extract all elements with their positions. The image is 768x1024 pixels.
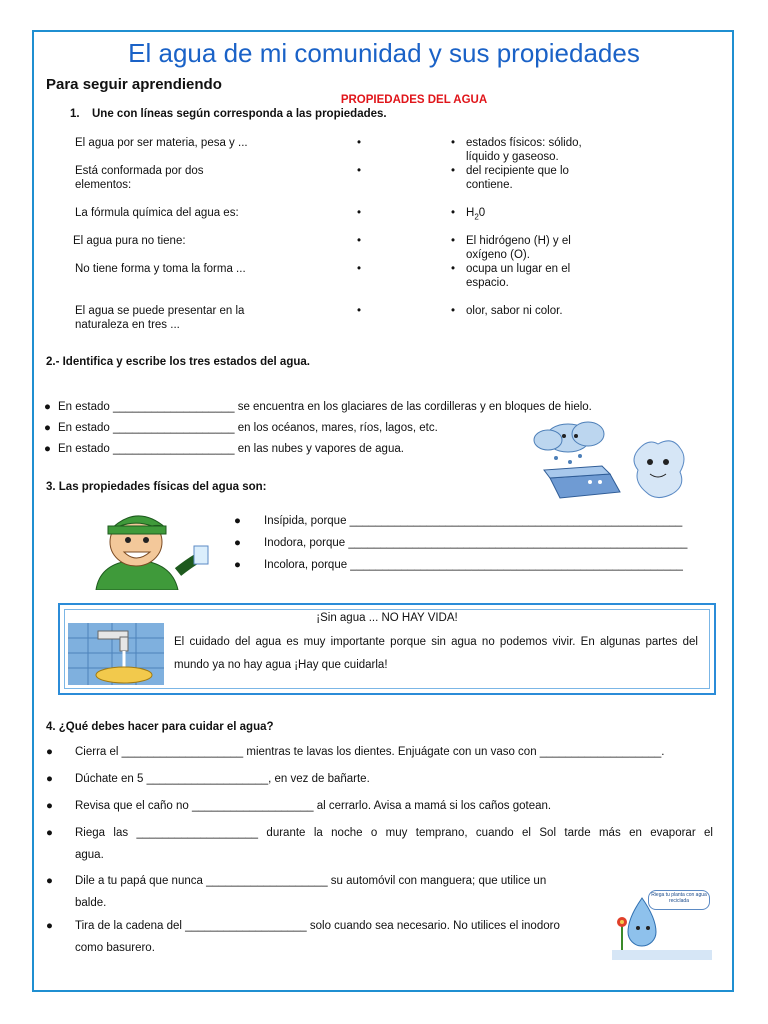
subtitle: Para seguir aprendiendo (46, 76, 222, 93)
cloud-icon (534, 422, 604, 452)
q1-right-5b: espacio. (466, 277, 509, 289)
glass-icon (194, 546, 208, 564)
bullet-icon: ● (234, 515, 241, 527)
q1-right-bullet: • (451, 235, 456, 247)
q1-right-bullet: • (451, 165, 456, 177)
water-character-icon (634, 441, 684, 498)
q1-right-4b: oxígeno (O). (466, 249, 530, 261)
speech-bubble: Riega tu planta con agua reciclada (648, 890, 710, 910)
rain-drops-icon (554, 454, 582, 464)
bullet-icon: ● (234, 559, 241, 571)
q3-item: ● Inodora, porque _____________________________________________________ (234, 537, 688, 549)
q1-mid-bullet: • (357, 165, 362, 177)
q1-right-1a: estados físicos: sólido, (466, 137, 582, 149)
q1-left-2b: elementos: (75, 179, 132, 191)
water-drop-icon (628, 898, 656, 946)
watering-illustration (612, 880, 712, 960)
q1-right-bullet: • (451, 263, 456, 275)
q1-left-2a: Está conformada por dos (75, 165, 204, 177)
page-title: El agua de mi comunidad y sus propiedades (128, 38, 640, 68)
q1-right-5a: ocupa un lugar en el (466, 263, 571, 275)
q1-right-bullet: • (451, 207, 456, 219)
bullet-icon: ● (46, 773, 53, 785)
bullet-icon: ● (46, 800, 53, 812)
bullet-icon: ● (46, 875, 53, 887)
q1-right-bullet: • (451, 305, 456, 317)
q1-left-6a: El agua se puede presentar en la (75, 305, 245, 317)
q1-left-3: La fórmula química del agua es: (75, 207, 239, 219)
q4-title: 4. ¿Qué debes hacer para cuidar el agua? (46, 721, 274, 733)
q2-item: ● En estado ___________________ en los océanos, mares, ríos, lagos, etc. (44, 422, 438, 434)
q1-right-formula: $H_20$ (466, 207, 486, 222)
q2-item: ● En estado ___________________ en las nubes y vapores de agua. (44, 443, 404, 455)
q4-item-cont: como basurero. (75, 942, 155, 954)
q1-mid-bullet: • (357, 207, 362, 219)
q1-left-6b: naturaleza en tres ... (75, 319, 180, 331)
water-states-illustration (520, 416, 700, 506)
bullet-icon: ● (44, 443, 51, 455)
q3-title: 3. Las propiedades físicas del agua son: (46, 481, 267, 493)
q1-right-2a: del recipiente que lo (466, 165, 569, 177)
q3-item: ● Insípida, porque ____________________________________________________ (234, 515, 683, 527)
info-box (58, 603, 716, 695)
faucet-illustration (68, 623, 164, 685)
section-heading: PROPIEDADES DEL AGUA (340, 94, 488, 106)
bowl-icon (96, 667, 152, 683)
q1-right-bullet: • (451, 137, 456, 149)
info-box-body: El cuidado del agua es muy importante porque sin agua no podemos vivir. En algunas partes del mundo ya no hay agua ¡Hay que cuidarla! (174, 636, 698, 671)
q1-left-4: El agua pura no tiene: (73, 235, 186, 247)
q1-mid-bullet: • (357, 235, 362, 247)
q1-mid-bullet: • (357, 263, 362, 275)
q1-mid-bullet: • (357, 137, 362, 149)
bullet-icon: ● (44, 422, 51, 434)
q1-mid-bullet: • (357, 305, 362, 317)
q1-instruction: 1. Une con líneas según corresponda a las propiedades. (70, 108, 387, 120)
bullet-icon: ● (46, 920, 53, 932)
ice-block-icon (544, 466, 620, 498)
flower-icon (617, 917, 627, 950)
q2-title: 2.- Identifica y escribe los tres estados del agua. (46, 356, 310, 368)
boy-with-glass-illustration (86, 502, 226, 590)
q1-right-4a: El hidrógeno (H) y el (466, 235, 571, 247)
q1-left-1: El agua por ser materia, pesa y ... (75, 137, 248, 149)
q3-item: ● Incolora, porque ____________________________________________________ (234, 559, 683, 571)
info-box-title: ¡Sin agua ... NO HAY VIDA! (316, 612, 458, 624)
q4-item-cont: agua. (75, 849, 104, 861)
q1-left-5: No tiene forma y toma la forma ... (75, 263, 246, 275)
q1-right-1b: líquido y gaseoso. (466, 151, 559, 163)
q2-item: ● En estado ___________________ se encuentra en los glaciares de las cordilleras y en bloques de hielo. (44, 401, 592, 413)
bullet-icon: ● (44, 401, 51, 413)
q1-right-6: olor, sabor ni color. (466, 305, 563, 317)
bullet-icon: ● (46, 827, 53, 839)
bullet-icon: ● (46, 746, 53, 758)
q1-right-2b: contiene. (466, 179, 513, 191)
q4-item-cont: balde. (75, 897, 107, 909)
bullet-icon: ● (234, 537, 241, 549)
